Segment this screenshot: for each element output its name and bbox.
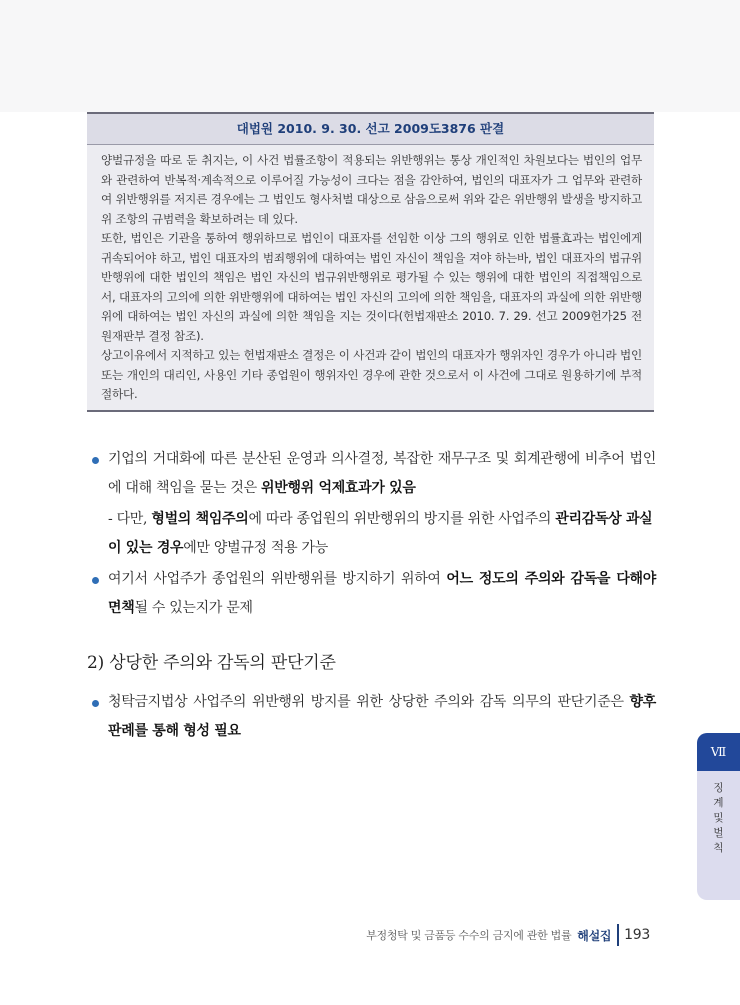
footer-book-title: 부정청탁 및 금품등 수수의 금지에 관한 법률 bbox=[366, 929, 572, 942]
bullet-text-bold: 위반행위 억제효과가 있음 bbox=[261, 480, 416, 496]
bullet-text-post: 될 수 있는지가 문제 bbox=[134, 600, 253, 616]
bullet-dot-icon bbox=[92, 577, 99, 584]
bullet-text bbox=[92, 688, 656, 746]
chapter-label bbox=[697, 781, 740, 856]
sub-text-post: 에만 양벌규정 적용 가능 bbox=[183, 540, 328, 556]
bullet-text bbox=[92, 445, 656, 503]
chapter-number: Ⅶ bbox=[697, 733, 740, 771]
chapter-label-char: 및 bbox=[713, 812, 724, 824]
bullet-text-plain: 청탁금지법상 사업주의 위반행위 방지를 위한 상당한 주의와 감독 의무의 판단기준은 bbox=[108, 694, 630, 710]
bullet-item bbox=[92, 445, 656, 503]
footer-divider bbox=[617, 924, 619, 946]
chapter-side-tab[interactable] bbox=[697, 733, 740, 900]
case-paragraph: 상고이유에서 지적하고 있는 헌법재판소 결정은 이 사건과 같이 법인의 대표자가 행위자인 경우가 아니라 법인 또는 개인의 대리인, 사용인 기타 종업원이 행위자인 경우에 관한 것으로서 이 사건에 그대로 원용하기에 부적절하다. bbox=[101, 348, 642, 401]
page-footer bbox=[366, 923, 650, 947]
sub-bold-1: 형벌의 책임주의 bbox=[151, 511, 249, 527]
sub-text-mid: 에 따라 종업원의 위반행위의 방지를 위한 사업주의 bbox=[248, 511, 556, 527]
section-heading: 2) 상당한 주의와 감독의 판단기준 bbox=[87, 653, 336, 673]
chapter-label-char: 계 bbox=[713, 797, 724, 809]
bullet-dot-icon bbox=[92, 700, 99, 707]
chapter-label-char: 칙 bbox=[713, 842, 724, 854]
bullet-dot-icon bbox=[92, 457, 99, 464]
sub-text bbox=[108, 505, 656, 563]
chapter-label-char: 벌 bbox=[713, 827, 724, 839]
bullet-item bbox=[92, 565, 656, 623]
sub-dash: - 다만, bbox=[108, 511, 152, 527]
page-number: 193 bbox=[624, 927, 650, 943]
bullet-text bbox=[92, 565, 656, 623]
bullet-text-bold: 향후 판례를 통해 형성 필요 bbox=[108, 694, 656, 739]
case-title: 대법원 2010. 9. 30. 선고 2009도3876 판결 bbox=[87, 114, 654, 145]
case-excerpt-box bbox=[87, 112, 654, 412]
bullet-item bbox=[92, 688, 656, 746]
case-paragraph: 또한, 법인은 기관을 통하여 행위하므로 법인이 대표자를 선임한 이상 그의 행위로 인한 법률효과는 법인에게 귀속되어야 하고, 법인 대표자의 범죄행위에 대하여는 법인 자신이 책임을 져야 하는바, 법인 대표자의 법규위반행위에 대한 법인의 책임은 법인 자신의 법규위반행위로 평가될 수 있는 행위에 대한 법인의 직접책임으로서, 대표자의 고의에 의한 위반행위에 대하여는 법인 자신의 고의에 의한 책임을, 대표자의 과실에 의한 위반행위에 대하여는 법인 자신의 과실에 의한 책임을 지는 것이다(헌법재판소 2010. 7. 29. 선고 2009헌가25 전원재판부 결정 참조). bbox=[101, 231, 642, 343]
page-top-margin bbox=[0, 0, 740, 112]
sub-bold-2: 관리감독상 과실이 있는 경우 bbox=[108, 511, 653, 556]
bullet-text-plain: 여기서 사업주가 종업원의 위반행위를 방지하기 위하여 bbox=[108, 571, 447, 587]
bullet-text-plain: 기업의 거대화에 따른 분산된 운영과 의사결정, 복잡한 재무구조 및 회계관행에 비추어 법인에 대해 책임을 묻는 것은 bbox=[108, 451, 656, 496]
case-paragraph: 양벌규정을 따로 둔 취지는, 이 사건 법률조항이 적용되는 위반행위는 통상 개인적인 차원보다는 법인의 업무와 관련하여 반복적·계속적으로 이루어질 가능성이 크다는 점을 감안하여, 법인의 대표자가 그 업무와 관련하여 위반행위를 저지른 경우에는 그 법인도 형사처벌 대상으로 삼음으로써 위와 같은 위반행위 발생을 방지하고 위 조항의 규범력을 확보하려는 데 있다. bbox=[101, 153, 642, 226]
footer-series: 해설집 bbox=[577, 928, 612, 943]
sub-item bbox=[108, 505, 656, 563]
bullet-text-bold: 어느 정도의 주의와 감독을 다해야 면책 bbox=[108, 571, 656, 616]
case-body bbox=[87, 145, 654, 405]
chapter-label-char: 징 bbox=[713, 782, 724, 794]
